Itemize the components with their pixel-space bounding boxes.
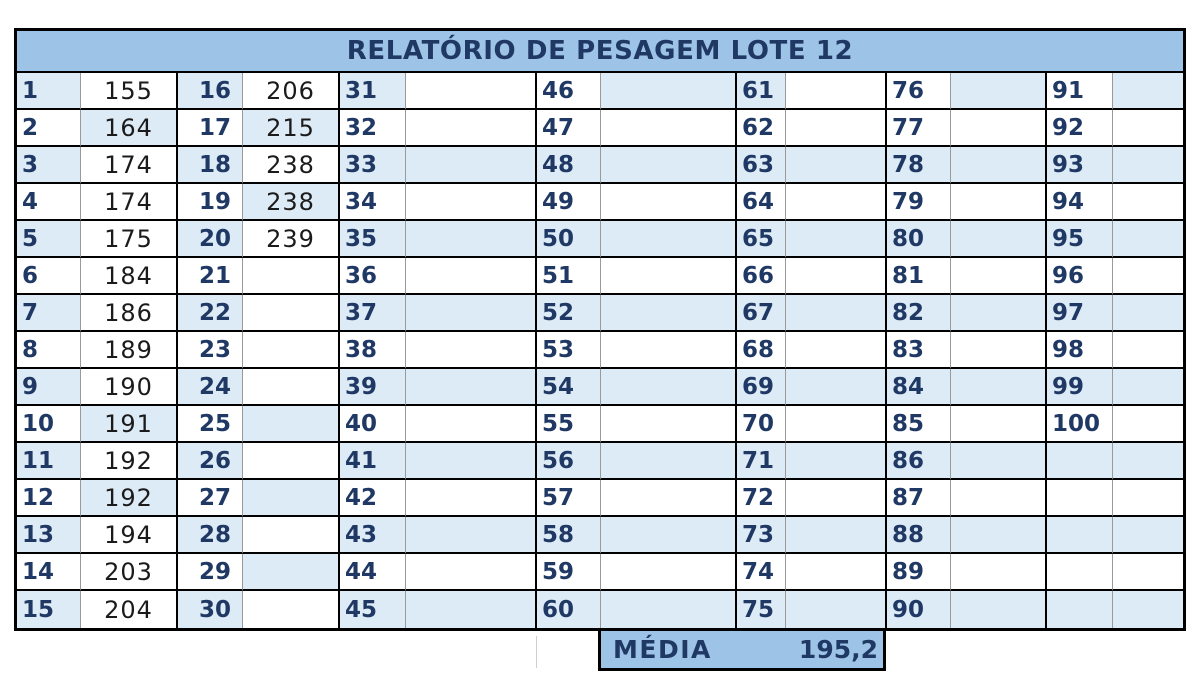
entry-weight-cell	[1112, 73, 1183, 110]
entry-number-cell: 52	[535, 295, 600, 332]
entry-weight-cell	[242, 591, 338, 628]
entry-number-cell: 29	[176, 554, 242, 591]
entry-weight-cell	[405, 591, 535, 628]
entry-number-cell: 35	[338, 221, 405, 258]
entry-number-cell: 10	[17, 406, 80, 443]
entry-number-cell	[1045, 443, 1112, 480]
entry-number-cell: 38	[338, 332, 405, 369]
entry-number-cell: 74	[735, 554, 785, 591]
entry-weight-cell	[405, 73, 535, 110]
entry-number-cell: 33	[338, 147, 405, 184]
entry-weight-cell	[242, 332, 338, 369]
entry-weight-cell	[950, 554, 1045, 591]
entry-weight-cell	[600, 110, 735, 147]
entry-weight-cell: 189	[80, 332, 176, 369]
entry-number-cell: 14	[17, 554, 80, 591]
sheet-gridline	[536, 636, 537, 668]
entry-weight-cell	[242, 406, 338, 443]
entry-weight-cell	[600, 443, 735, 480]
entry-number-cell: 70	[735, 406, 785, 443]
entry-weight-cell: 190	[80, 369, 176, 406]
entry-weight-cell	[785, 258, 885, 295]
entry-weight-cell	[600, 369, 735, 406]
entry-number-cell: 71	[735, 443, 785, 480]
entry-weight-cell	[405, 406, 535, 443]
entry-number-cell: 44	[338, 554, 405, 591]
entry-weight-cell: 238	[242, 147, 338, 184]
entry-weight-cell	[600, 480, 735, 517]
entry-number-cell: 51	[535, 258, 600, 295]
entry-number-cell: 16	[176, 73, 242, 110]
entry-number-cell: 42	[338, 480, 405, 517]
entry-weight-cell: 203	[80, 554, 176, 591]
entry-weight-cell	[785, 73, 885, 110]
entry-number-cell: 93	[1045, 147, 1112, 184]
entry-number-cell: 36	[338, 258, 405, 295]
entry-weight-cell	[405, 295, 535, 332]
entry-number-cell: 8	[17, 332, 80, 369]
entry-weight-cell	[600, 258, 735, 295]
entry-weight-cell	[405, 184, 535, 221]
entry-number-cell: 98	[1045, 332, 1112, 369]
entry-weight-cell: 192	[80, 480, 176, 517]
entry-weight-cell	[405, 147, 535, 184]
entry-number-cell: 20	[176, 221, 242, 258]
entry-number-cell: 55	[535, 406, 600, 443]
entry-weight-cell	[950, 258, 1045, 295]
entry-number-cell: 92	[1045, 110, 1112, 147]
entry-weight-cell	[1112, 369, 1183, 406]
entry-number-cell: 4	[17, 184, 80, 221]
entry-weight-cell: 191	[80, 406, 176, 443]
entry-number-cell: 83	[885, 332, 950, 369]
entry-number-cell: 57	[535, 480, 600, 517]
entry-weight-cell	[785, 110, 885, 147]
entry-weight-cell	[600, 184, 735, 221]
entry-number-cell: 41	[338, 443, 405, 480]
entry-weight-cell	[785, 369, 885, 406]
entry-number-cell: 82	[885, 295, 950, 332]
entry-number-cell: 56	[535, 443, 600, 480]
entry-number-cell: 43	[338, 517, 405, 554]
entry-weight-cell	[950, 517, 1045, 554]
entry-weight-cell	[600, 517, 735, 554]
entry-weight-cell	[600, 147, 735, 184]
entry-weight-cell	[242, 517, 338, 554]
entry-weight-cell	[1112, 258, 1183, 295]
entry-weight-cell	[600, 221, 735, 258]
entry-number-cell: 81	[885, 258, 950, 295]
entry-weight-cell	[785, 591, 885, 628]
report-grid	[17, 73, 1183, 628]
entry-number-cell: 19	[176, 184, 242, 221]
entry-weight-cell	[600, 295, 735, 332]
entry-number-cell: 60	[535, 591, 600, 628]
entry-weight-cell	[405, 110, 535, 147]
entry-weight-cell	[1112, 110, 1183, 147]
entry-number-cell: 5	[17, 221, 80, 258]
entry-number-cell: 53	[535, 332, 600, 369]
entry-weight-cell	[1112, 517, 1183, 554]
entry-weight-cell	[242, 443, 338, 480]
entry-number-cell: 28	[176, 517, 242, 554]
entry-number-cell: 94	[1045, 184, 1112, 221]
entry-weight-cell	[600, 332, 735, 369]
entry-weight-cell: 175	[80, 221, 176, 258]
entry-weight-cell	[600, 406, 735, 443]
entry-number-cell: 85	[885, 406, 950, 443]
entry-weight-cell: 155	[80, 73, 176, 110]
entry-number-cell: 95	[1045, 221, 1112, 258]
entry-weight-cell: 239	[242, 221, 338, 258]
entry-number-cell: 88	[885, 517, 950, 554]
average-value: 195,2	[798, 635, 878, 664]
entry-number-cell: 63	[735, 147, 785, 184]
entry-number-cell: 75	[735, 591, 785, 628]
entry-number-cell: 25	[176, 406, 242, 443]
weighing-report-table	[14, 28, 1186, 631]
entry-weight-cell	[785, 517, 885, 554]
entry-number-cell: 48	[535, 147, 600, 184]
entry-number-cell: 97	[1045, 295, 1112, 332]
entry-number-cell: 40	[338, 406, 405, 443]
entry-number-cell: 31	[338, 73, 405, 110]
entry-number-cell: 61	[735, 73, 785, 110]
entry-weight-cell	[405, 221, 535, 258]
entry-weight-cell	[1112, 443, 1183, 480]
entry-weight-cell	[785, 295, 885, 332]
entry-weight-cell: 194	[80, 517, 176, 554]
entry-weight-cell	[785, 184, 885, 221]
entry-number-cell: 26	[176, 443, 242, 480]
entry-number-cell: 50	[535, 221, 600, 258]
entry-weight-cell	[242, 480, 338, 517]
entry-weight-cell: 215	[242, 110, 338, 147]
entry-weight-cell	[785, 332, 885, 369]
entry-number-cell: 6	[17, 258, 80, 295]
entry-weight-cell	[242, 554, 338, 591]
entry-number-cell: 91	[1045, 73, 1112, 110]
entry-weight-cell: 174	[80, 184, 176, 221]
entry-weight-cell: 238	[242, 184, 338, 221]
entry-number-cell: 72	[735, 480, 785, 517]
entry-number-cell: 66	[735, 258, 785, 295]
entry-weight-cell	[785, 554, 885, 591]
entry-number-cell: 76	[885, 73, 950, 110]
entry-weight-cell	[1112, 221, 1183, 258]
entry-number-cell: 86	[885, 443, 950, 480]
entry-number-cell: 87	[885, 480, 950, 517]
entry-number-cell: 46	[535, 73, 600, 110]
entry-weight-cell	[1112, 332, 1183, 369]
entry-weight-cell: 192	[80, 443, 176, 480]
entry-weight-cell	[405, 480, 535, 517]
entry-number-cell	[1045, 517, 1112, 554]
entry-weight-cell	[405, 258, 535, 295]
entry-number-cell: 2	[17, 110, 80, 147]
entry-weight-cell: 174	[80, 147, 176, 184]
entry-weight-cell	[950, 73, 1045, 110]
entry-weight-cell	[1112, 147, 1183, 184]
entry-number-cell: 79	[885, 184, 950, 221]
entry-weight-cell	[950, 406, 1045, 443]
entry-weight-cell	[950, 480, 1045, 517]
entry-number-cell: 67	[735, 295, 785, 332]
entry-weight-cell	[785, 406, 885, 443]
entry-weight-cell	[1112, 480, 1183, 517]
entry-number-cell: 1	[17, 73, 80, 110]
entry-number-cell	[1045, 591, 1112, 628]
entry-number-cell: 12	[17, 480, 80, 517]
entry-weight-cell	[1112, 184, 1183, 221]
entry-number-cell: 11	[17, 443, 80, 480]
entry-number-cell: 54	[535, 369, 600, 406]
entry-number-cell: 13	[17, 517, 80, 554]
entry-weight-cell	[785, 480, 885, 517]
entry-weight-cell	[405, 517, 535, 554]
entry-weight-cell	[600, 591, 735, 628]
entry-number-cell: 73	[735, 517, 785, 554]
entry-weight-cell	[405, 369, 535, 406]
entry-number-cell: 47	[535, 110, 600, 147]
entry-number-cell: 22	[176, 295, 242, 332]
entry-weight-cell: 204	[80, 591, 176, 628]
entry-weight-cell	[1112, 406, 1183, 443]
entry-number-cell: 32	[338, 110, 405, 147]
entry-number-cell: 64	[735, 184, 785, 221]
entry-number-cell: 34	[338, 184, 405, 221]
entry-number-cell	[1045, 480, 1112, 517]
entry-number-cell: 84	[885, 369, 950, 406]
entry-weight-cell	[405, 443, 535, 480]
entry-weight-cell	[950, 295, 1045, 332]
average-box	[598, 628, 886, 671]
entry-number-cell: 37	[338, 295, 405, 332]
entry-number-cell: 3	[17, 147, 80, 184]
entry-number-cell: 7	[17, 295, 80, 332]
entry-number-cell: 99	[1045, 369, 1112, 406]
entry-number-cell: 15	[17, 591, 80, 628]
entry-weight-cell	[600, 73, 735, 110]
entry-weight-cell	[950, 184, 1045, 221]
entry-weight-cell	[785, 221, 885, 258]
entry-weight-cell: 164	[80, 110, 176, 147]
entry-weight-cell	[1112, 591, 1183, 628]
entry-number-cell: 58	[535, 517, 600, 554]
entry-number-cell	[1045, 554, 1112, 591]
entry-number-cell: 23	[176, 332, 242, 369]
entry-number-cell: 77	[885, 110, 950, 147]
entry-number-cell: 90	[885, 591, 950, 628]
entry-weight-cell: 186	[80, 295, 176, 332]
entry-weight-cell	[1112, 554, 1183, 591]
entry-number-cell: 78	[885, 147, 950, 184]
entry-number-cell: 27	[176, 480, 242, 517]
entry-number-cell: 62	[735, 110, 785, 147]
entry-weight-cell	[950, 110, 1045, 147]
entry-weight-cell: 206	[242, 73, 338, 110]
entry-number-cell: 65	[735, 221, 785, 258]
entry-weight-cell	[950, 369, 1045, 406]
entry-number-cell: 80	[885, 221, 950, 258]
entry-number-cell: 49	[535, 184, 600, 221]
entry-weight-cell	[950, 147, 1045, 184]
entry-weight-cell	[950, 443, 1045, 480]
entry-weight-cell: 184	[80, 258, 176, 295]
entry-number-cell: 9	[17, 369, 80, 406]
entry-weight-cell	[405, 554, 535, 591]
entry-weight-cell	[950, 591, 1045, 628]
entry-number-cell: 96	[1045, 258, 1112, 295]
entry-number-cell: 59	[535, 554, 600, 591]
entry-number-cell: 39	[338, 369, 405, 406]
entry-weight-cell	[950, 332, 1045, 369]
entry-number-cell: 68	[735, 332, 785, 369]
entry-weight-cell	[785, 147, 885, 184]
entry-number-cell: 24	[176, 369, 242, 406]
entry-number-cell: 45	[338, 591, 405, 628]
average-label: MÉDIA	[613, 635, 712, 664]
entry-number-cell: 69	[735, 369, 785, 406]
entry-weight-cell	[950, 221, 1045, 258]
entry-number-cell: 17	[176, 110, 242, 147]
entry-weight-cell	[785, 443, 885, 480]
entry-number-cell: 18	[176, 147, 242, 184]
report-title: RELATÓRIO DE PESAGEM LOTE 12	[17, 31, 1183, 73]
entry-number-cell: 21	[176, 258, 242, 295]
entry-weight-cell	[600, 554, 735, 591]
entry-number-cell: 89	[885, 554, 950, 591]
entry-number-cell: 100	[1045, 406, 1112, 443]
entry-weight-cell	[405, 332, 535, 369]
entry-weight-cell	[242, 258, 338, 295]
entry-number-cell: 30	[176, 591, 242, 628]
entry-weight-cell	[1112, 295, 1183, 332]
entry-weight-cell	[242, 369, 338, 406]
entry-weight-cell	[242, 295, 338, 332]
